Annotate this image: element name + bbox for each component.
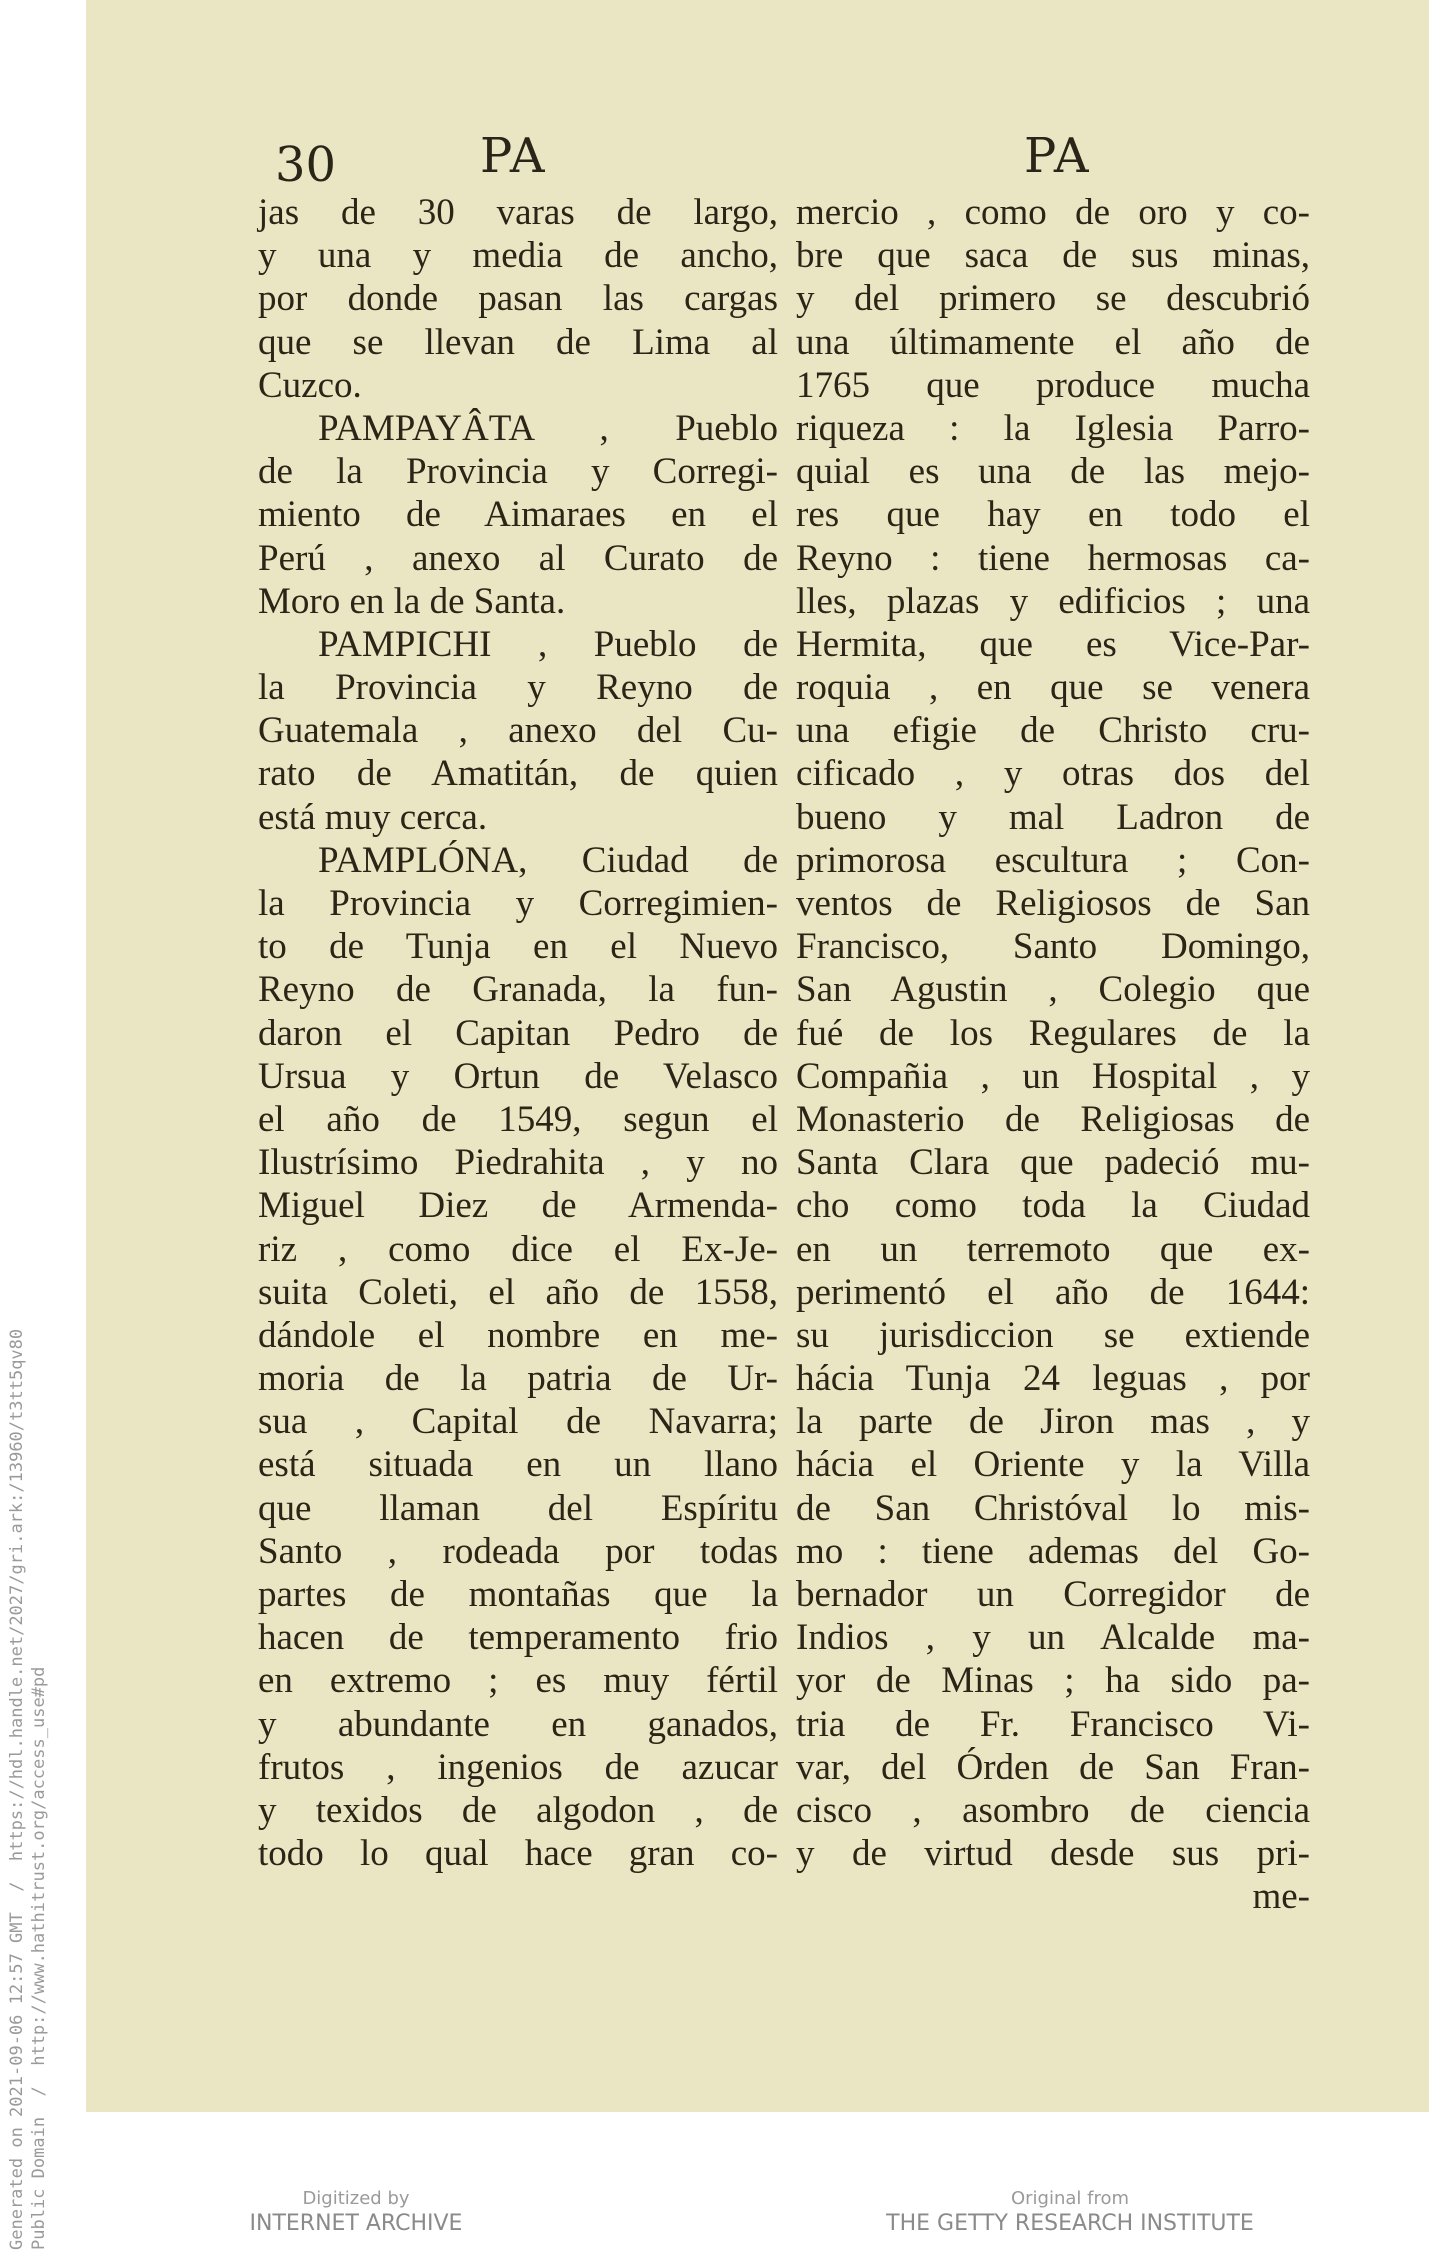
text-line: rato de Amatitán, de quien: [258, 753, 778, 795]
text-line: Compañia , un Hospital , y: [796, 1055, 1310, 1097]
text-line: que se llevan de Lima al: [258, 321, 778, 363]
text-line: primorosa escultura ; Con-: [796, 839, 1310, 881]
text-line: Santa Clara que padeció mu-: [796, 1142, 1310, 1184]
text-line: me-: [1252, 1876, 1310, 1918]
text-line: bre que saca de sus minas,: [796, 235, 1310, 277]
text-line: roquia , en que se venera: [796, 667, 1310, 709]
text-line: mo : tiene ademas del Go-: [796, 1530, 1310, 1572]
text-line: Miguel Diez de Armenda-: [258, 1185, 778, 1227]
running-head-left: PA: [480, 128, 547, 184]
page-number: 30: [275, 137, 337, 193]
original-from-label: Original from: [1010, 2188, 1130, 2209]
digitized-by-credit: [206, 2188, 506, 2238]
text-line: mercio , como de oro y co-: [796, 192, 1310, 233]
stamp-line-rights: Public Domain / http://www.hathitrust.org/access_use#pd: [29, 1666, 49, 2250]
text-line: de San Christóval lo mis-: [796, 1487, 1310, 1529]
text-line: Ursua y Ortun de Velasco: [258, 1055, 778, 1097]
text-line: San Agustin , Colegio que: [796, 969, 1310, 1011]
text-line: riqueza : la Iglesia Parro-: [796, 407, 1310, 449]
text-line: que llaman del Espíritu: [258, 1487, 778, 1529]
text-line: tria de Fr. Francisco Vi-: [796, 1703, 1310, 1745]
text-line: su jurisdiccion se extiende: [796, 1314, 1310, 1356]
text-line: PAMPAYÂTA , Pueblo: [318, 407, 778, 449]
text-line: sua , Capital de Navarra;: [258, 1401, 778, 1443]
text-line: riz , como dice el Ex-Je-: [258, 1228, 778, 1270]
text-line: y texidos de algodon , de: [258, 1789, 778, 1831]
text-line: está situada en un llano: [258, 1444, 778, 1486]
text-line: bernador un Corregidor de: [796, 1574, 1310, 1615]
getty-institute-label: THE GETTY RESEARCH INSTITUTE: [886, 2211, 1254, 2236]
text-line: cisco , asombro de ciencia: [796, 1789, 1310, 1831]
text-line: la Provincia y Corregimien-: [258, 883, 778, 924]
text-line: jas de 30 varas de largo,: [258, 192, 778, 233]
right-text-column: [796, 191, 1310, 1919]
text-line: la parte de Jiron mas , y: [796, 1401, 1310, 1443]
text-line: todo lo qual hace gran co-: [258, 1833, 778, 1875]
digitized-by-label: Digitized by: [302, 2188, 410, 2209]
text-line: to de Tunja en el Nuevo: [258, 926, 778, 968]
text-line: por donde pasan las cargas: [258, 278, 778, 320]
text-line: PAMPICHI , Pueblo de: [318, 623, 778, 665]
text-line: quial es una de las mejo-: [796, 451, 1310, 493]
text-line: PAMPLÓNA, Ciudad de: [318, 839, 778, 881]
text-line: una efigie de Christo cru-: [796, 710, 1310, 752]
text-line: lles, plazas y edificios ; una: [796, 580, 1310, 622]
original-from-credit: [840, 2188, 1300, 2238]
text-line: yor de Minas ; ha sido pa-: [796, 1660, 1310, 1702]
text-line: Cuzco.: [258, 364, 362, 406]
text-line: cificado , y otras dos del: [796, 753, 1310, 795]
text-line: hacen de temperamento frio: [258, 1617, 778, 1659]
text-line: la Provincia y Reyno de: [258, 667, 778, 709]
text-line: el año de 1549, segun el: [258, 1098, 778, 1140]
text-line: miento de Aimaraes en el: [258, 494, 778, 536]
text-line: dándole el nombre en me-: [258, 1314, 778, 1356]
text-line: Reyno de Granada, la fun-: [258, 969, 778, 1011]
text-line: hácia Tunja 24 leguas , por: [796, 1358, 1310, 1400]
text-line: Francisco, Santo Domingo,: [796, 926, 1310, 968]
text-line: está muy cerca.: [258, 796, 488, 838]
running-head-right: PA: [1024, 128, 1091, 184]
left-text-column: [258, 191, 778, 1875]
text-line: de la Provincia y Corregi-: [258, 451, 778, 493]
text-line: fué de los Regulares de la: [796, 1012, 1310, 1054]
text-line: Perú , anexo al Curato de: [258, 537, 778, 579]
text-line: bueno y mal Ladron de: [796, 796, 1310, 838]
text-line: 1765 que produce mucha: [796, 364, 1310, 406]
text-line: moria de la patria de Ur-: [258, 1358, 778, 1400]
text-line: var, del Órden de San Fran-: [796, 1746, 1310, 1788]
text-line: Ilustrísimo Piedrahita , y no: [258, 1142, 778, 1184]
text-line: Hermita, que es Vice-Par-: [796, 623, 1310, 665]
stamp-line-generated: Generated on 2021-09-06 12:57 GMT / https://hdl.handle.net/2027/gri.ark:/13960/t3tt5qv80: [7, 1328, 27, 2250]
text-line: Guatemala , anexo del Cu-: [258, 710, 778, 752]
text-line: ventos de Religiosos de San: [796, 883, 1310, 924]
internet-archive-label: INTERNET ARCHIVE: [249, 2211, 463, 2236]
text-line: cho como toda la Ciudad: [796, 1185, 1310, 1227]
hathitrust-margin-stamp: [6, 1100, 50, 2250]
text-line: en extremo ; es muy fértil: [258, 1660, 778, 1702]
text-line: una últimamente el año de: [796, 321, 1310, 363]
text-line: y del primero se descubrió: [796, 278, 1310, 320]
text-line: frutos , ingenios de azucar: [258, 1746, 778, 1788]
text-line: hácia el Oriente y la Villa: [796, 1444, 1310, 1486]
text-line: y una y media de ancho,: [258, 235, 778, 277]
text-line: y de virtud desde sus pri-: [796, 1833, 1310, 1875]
text-line: y abundante en ganados,: [258, 1703, 778, 1745]
text-line: Santo , rodeada por todas: [258, 1530, 778, 1572]
text-line: daron el Capitan Pedro de: [258, 1012, 778, 1054]
text-line: res que hay en todo el: [796, 494, 1310, 536]
text-line: Monasterio de Religiosas de: [796, 1098, 1310, 1140]
text-line: partes de montañas que la: [258, 1574, 778, 1615]
text-line: perimentó el año de 1644:: [796, 1271, 1310, 1313]
text-line: en un terremoto que ex-: [796, 1228, 1310, 1270]
text-line: Moro en la de Santa.: [258, 580, 566, 622]
text-line: suita Coleti, el año de 1558,: [258, 1271, 778, 1313]
text-line: Reyno : tiene hermosas ca-: [796, 537, 1310, 579]
text-line: Indios , y un Alcalde ma-: [796, 1617, 1310, 1659]
